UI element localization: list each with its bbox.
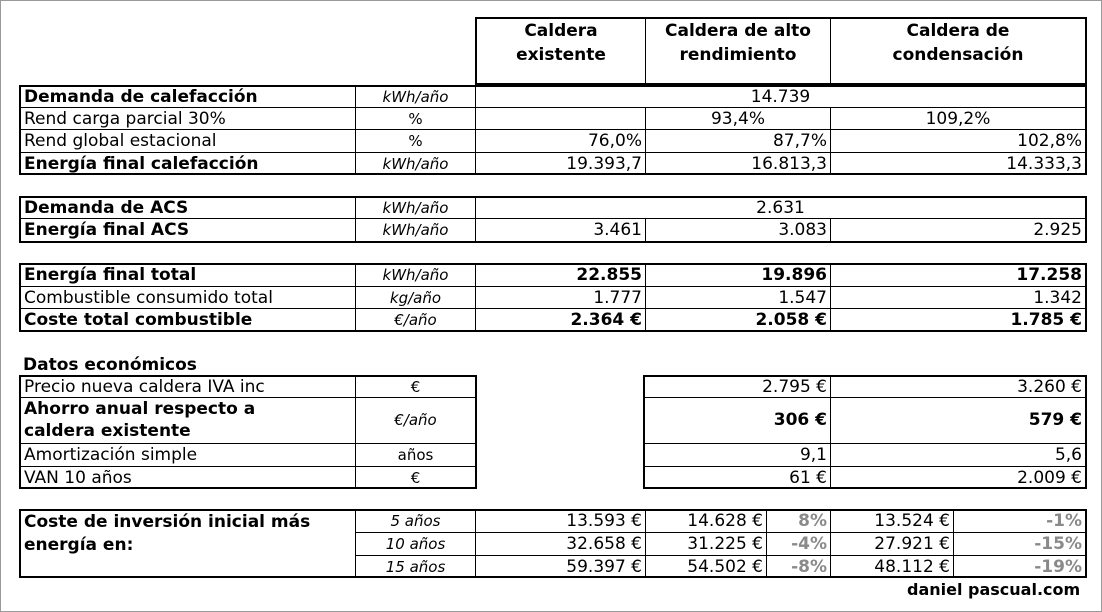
row-label-inversion-2: energía en: <box>24 535 134 555</box>
value-inversion-condensacion: 13.524 € <box>874 511 950 531</box>
row-label-rend-global: Rend global estacional <box>24 131 217 151</box>
header-caldera-existente: Caldera existente <box>516 21 606 65</box>
unit: % <box>408 110 423 128</box>
row-label-energia-total: Energía final total <box>24 265 197 285</box>
unit: % <box>408 132 423 150</box>
unit: €/año <box>394 411 437 429</box>
value-inversion-condensacion: 48.112 € <box>874 557 950 577</box>
value-inversion-alto: 14.628 € <box>687 511 763 531</box>
value-inversion-existente: 32.658 € <box>566 534 642 554</box>
row-label-inversion-1: Coste de inversión inicial más <box>24 512 311 532</box>
row-label-van: VAN 10 años <box>24 468 132 488</box>
row-label-energia-calefaccion: Energía final calefacción <box>24 154 259 174</box>
value-precio-condensacion: 3.260 € <box>1017 377 1082 397</box>
pct-inversion-alto: -8% <box>791 557 827 577</box>
value-rend-global-alto: 87,7% <box>772 131 827 151</box>
value-coste-alto: 2.058 € <box>755 310 827 330</box>
row-label-demanda-calefaccion: Demanda de calefacción <box>24 87 258 107</box>
value-coste-condensacion: 1.785 € <box>1010 310 1082 330</box>
value-energia-calefaccion-alto: 16.813,3 <box>751 154 827 174</box>
header-caldera-condensacion: Caldera de condensación <box>892 21 1024 65</box>
row-label-amortizacion: Amortización simple <box>24 445 198 465</box>
value-combustible-existente: 1.777 <box>593 288 642 308</box>
row-label-ahorro-2: caldera existente <box>24 421 191 441</box>
value-demanda-acs: 2.631 <box>756 198 805 218</box>
value-combustible-alto: 1.547 <box>778 288 827 308</box>
value-rend-global-condensacion: 102,8% <box>1017 131 1082 151</box>
value-energia-acs-condensacion: 2.925 <box>1033 220 1082 240</box>
value-energia-acs-existente: 3.461 <box>593 220 642 240</box>
period-label: 10 años <box>385 535 446 553</box>
value-amortizacion-condensacion: 5,6 <box>1054 445 1082 465</box>
value-demanda-calefaccion: 14.739 <box>750 87 811 107</box>
value-inversion-existente: 59.397 € <box>566 557 642 577</box>
value-rend-parcial-condensacion: 109,2% <box>925 109 991 129</box>
row-label-demanda-acs: Demanda de ACS <box>24 198 189 218</box>
value-van-alto: 61 € <box>789 468 827 488</box>
value-energia-total-condensacion: 17.258 <box>1016 265 1082 285</box>
row-label-ahorro-1: Ahorro anual respecto a <box>24 399 256 419</box>
period-label: 5 años <box>390 512 441 530</box>
value-energia-total-alto: 19.896 <box>761 265 827 285</box>
row-label-coste-total: Coste total combustible <box>24 310 253 330</box>
value-precio-alto: 2.795 € <box>762 377 827 397</box>
value-combustible-condensacion: 1.342 <box>1033 288 1082 308</box>
unit: kWh/año <box>382 88 449 106</box>
pct-inversion-condensacion: -19% <box>1034 557 1082 577</box>
section-title-datos-economicos: Datos económicos <box>23 355 197 375</box>
value-energia-calefaccion-existente: 19.393,7 <box>566 154 642 174</box>
value-rend-parcial-alto: 93,4% <box>710 109 765 129</box>
value-inversion-alto: 31.225 € <box>687 534 763 554</box>
value-energia-acs-alto: 3.083 <box>778 220 827 240</box>
pct-inversion-alto: -4% <box>791 534 827 554</box>
value-energia-total-existente: 22.855 <box>576 265 642 285</box>
row-label-energia-acs: Energía final ACS <box>24 220 190 240</box>
pct-inversion-condensacion: -1% <box>1046 511 1082 531</box>
unit: kWh/año <box>382 221 449 239</box>
unit: € <box>410 469 421 487</box>
value-inversion-condensacion: 27.921 € <box>874 534 950 554</box>
unit: kWh/año <box>382 199 449 217</box>
pct-inversion-condensacion: -15% <box>1034 534 1082 554</box>
credit-text: daniel pascual.com <box>907 580 1081 599</box>
value-van-condensacion: 2.009 € <box>1017 468 1082 488</box>
value-inversion-alto: 54.502 € <box>687 557 763 577</box>
value-inversion-existente: 13.593 € <box>566 511 642 531</box>
header-caldera-alto-rendimiento: Caldera de alto rendimiento <box>665 21 811 65</box>
unit: kWh/año <box>382 155 449 173</box>
value-rend-global-existente: 76,0% <box>587 131 642 151</box>
unit: € <box>410 378 421 396</box>
unit: años <box>397 446 434 464</box>
row-label-rend-parcial: Rend carga parcial 30% <box>24 109 226 129</box>
period-label: 15 años <box>385 558 446 576</box>
value-ahorro-alto: 306 € <box>773 410 827 430</box>
unit: kg/año <box>389 289 442 307</box>
pct-inversion-alto: 8% <box>798 511 827 531</box>
value-ahorro-condensacion: 579 € <box>1028 410 1082 430</box>
value-energia-calefaccion-condensacion: 14.333,3 <box>1006 154 1082 174</box>
unit: kWh/año <box>382 266 449 284</box>
value-amortizacion-alto: 9,1 <box>799 445 827 465</box>
row-label-combustible: Combustible consumido total <box>24 288 273 308</box>
value-coste-existente: 2.364 € <box>570 310 642 330</box>
unit: €/año <box>394 311 437 329</box>
row-label-precio: Precio nueva caldera IVA inc <box>24 377 265 397</box>
